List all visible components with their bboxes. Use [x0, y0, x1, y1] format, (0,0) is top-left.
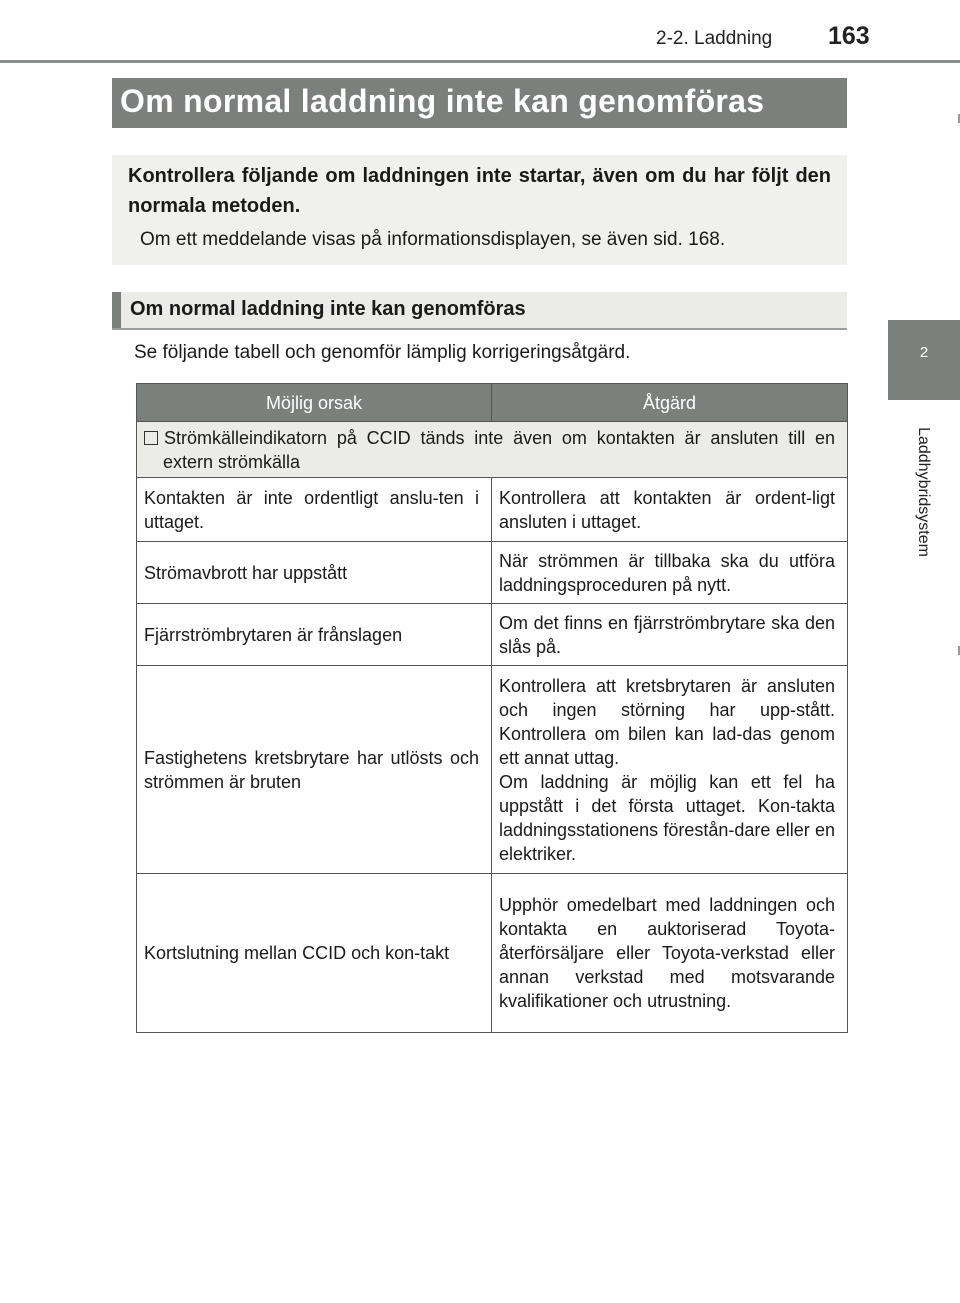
table-row [137, 874, 848, 1033]
cause-cell: Kortslutning mellan CCID och kon-takt [137, 874, 492, 1033]
subsection-marker [112, 292, 121, 328]
header-cause: Möjlig orsak [137, 384, 492, 422]
header-rule [0, 60, 960, 63]
cause-cell: Strömavbrott har uppstått [137, 542, 492, 604]
table-header-row [137, 384, 848, 422]
lead-text: Se följande tabell och genomför lämplig korrigeringsåtgärd. [134, 342, 631, 363]
table-group-row [137, 422, 848, 478]
table-row [137, 478, 848, 542]
title-bar [112, 78, 847, 128]
page-title: Om normal laddning inte kan genomföras [120, 83, 765, 119]
table-row [137, 666, 848, 874]
action-cell: Kontrollera att kretsbrytaren är ansluten och ingen störning har upp-stått. Kontrollera om bilen kan lad-das genom ett annat uttag. Om laddning är möjlig kan ett fel ha uppstått i det första uttaget. Kon-takta laddningsstationens förestån-dare eller en elektriker. [492, 666, 848, 874]
intro-note: Om ett meddelande visas på informationsdisplayen, se även sid. 168. [140, 229, 726, 250]
group-text: Strömkälleindikatorn på CCID tänds inte även om kontakten är ansluten till en extern strömkälla [163, 427, 835, 472]
side-tab-number: 2 [919, 344, 929, 361]
table-row [137, 604, 848, 666]
subsection-title: Om normal laddning inte kan genomföras [130, 298, 526, 320]
causes-table [136, 383, 848, 1033]
action-cell: Kontrollera att kontakten är ordent-ligt ansluten i uttaget. [492, 478, 848, 542]
action-cell: Upphör omedelbart med laddningen och kontakta en auktoriserad Toyota-återförsäljare eller Toyota-verkstad eller annan verkstad med motsvarande kvalifikationer och utrustning. [492, 874, 848, 1033]
side-tab [888, 320, 960, 400]
header-section: 2-2. Laddning [656, 28, 773, 49]
action-cell: Om det finns en fjärrströmbrytare ska den slås på. [492, 604, 848, 666]
cause-cell: Fastighetens kretsbrytare har utlösts och strömmen är bruten [137, 666, 492, 874]
group-cell [137, 422, 848, 478]
cause-cell: Kontakten är inte ordentligt anslu-ten i uttaget. [137, 478, 492, 542]
side-tab-label: Laddhybridsystem [915, 427, 932, 557]
table-row [137, 542, 848, 604]
checkbox-icon [144, 431, 158, 445]
intro-bold-text: Kontrollera följande om laddningen inte startar, även om du har följt den normala metoden. [128, 165, 831, 217]
header-action: Åtgärd [492, 384, 848, 422]
cause-cell: Fjärrströmbrytaren är frånslagen [137, 604, 492, 666]
page-number: 163 [828, 22, 870, 50]
subsection-bar [112, 292, 847, 330]
intro-box [112, 155, 847, 265]
action-cell: När strömmen är tillbaka ska du utföra laddningsproceduren på nytt. [492, 542, 848, 604]
